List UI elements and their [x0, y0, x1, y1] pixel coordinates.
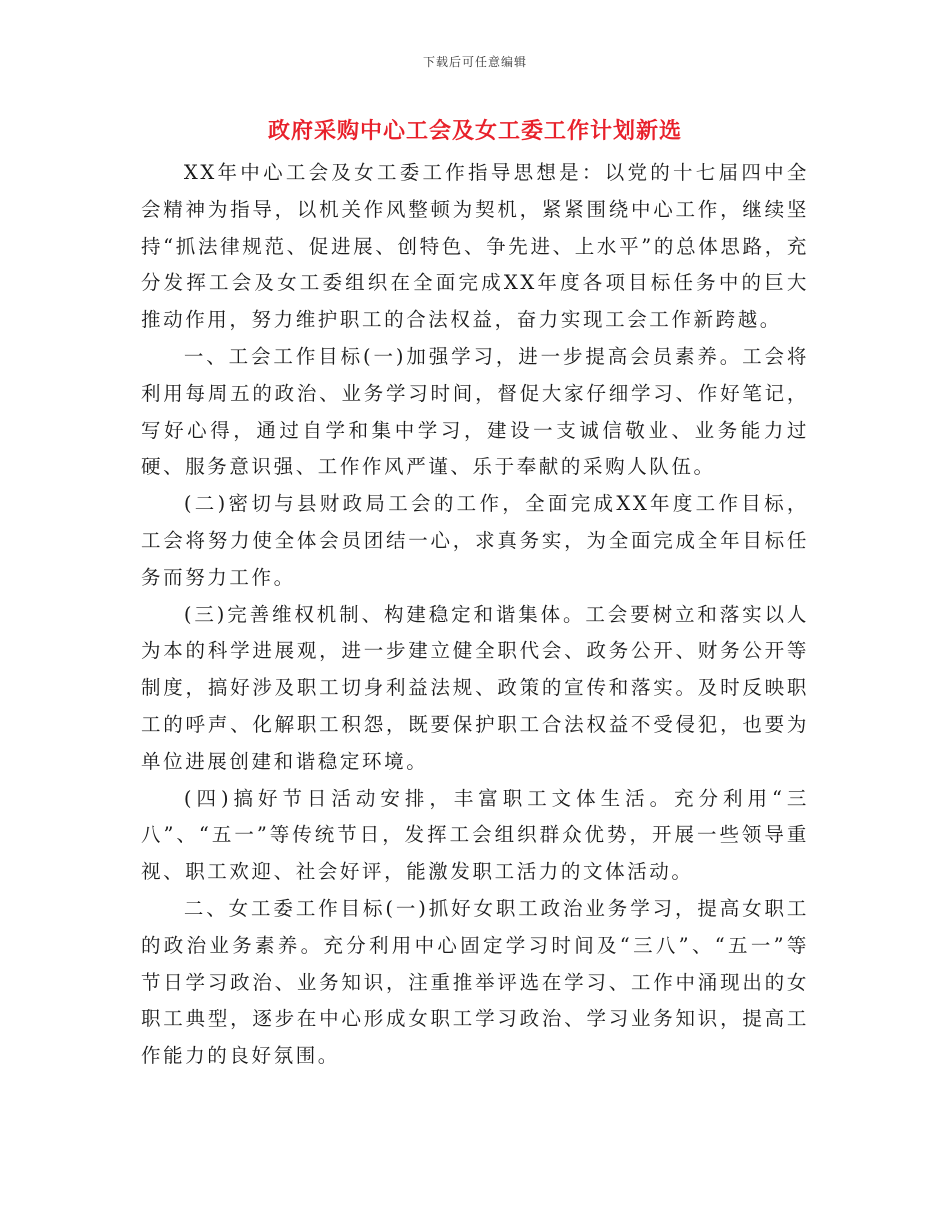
paragraph-union-goal-1: 一、工会工作目标(一)加强学习，进一步提高会员素养。工会将利用每周五的政治、业务学习时间，督促大家仔细学习、作好笔记，写好心得，通过自学和集中学习，建设一支诚信敬业、业务能力过硬、服务意识强、工作作风严谨、乐于奉献的采购人队伍。 [141, 344, 809, 479]
paragraph-union-goal-3: (三)完善维权机制、构建稳定和谐集体。工会要树立和落实以人为本的科学进展观，进一步建立健全职代会、政务公开、财务公开等制度，搞好涉及职工切身利益法规、政策的宣传和落实。及时反映职工的呼声、化解职工积怨，既要保护职工合法权益不受侵犯，也要为单位进展创建和谐稳定环境。 [141, 602, 809, 773]
header-note: 下载后可任意编辑 [422, 55, 527, 69]
paragraph-guiding-thought: XX年中心工会及女工委工作指导思想是：以党的十七届四中全会精神为指导，以机关作风整顿为契机，紧紧围绕中心工作，继续坚持“抓法律规范、促进展、创特色、争先进、上水平”的总体思路，充分发挥工会及女工委组织在全面完成XX年度各项目标任务中的巨大推动作用，努力维护职工的合法权益，奋力实现工会工作新跨越。 [141, 161, 809, 332]
paragraph-union-goal-4: (四)搞好节日活动安排，丰富职工文体生活。充分利用“三八”、“五一”等传统节日，发挥工会组织群众优势，开展一些领导重视、职工欢迎、社会好评，能激发职工活力的文体活动。 [141, 786, 809, 884]
document-title: 政府采购中心工会及女工委工作计划新选 [267, 118, 682, 144]
paragraph-union-goal-2: (二)密切与县财政局工会的工作，全面完成XX年度工作目标，工会将努力使全体会员团结一心，求真务实，为全面完成全年目标任务而努力工作。 [141, 492, 809, 589]
paragraph-women-committee-goal-1: 二、女工委工作目标(一)抓好女职工政治业务学习，提高女职工的政治业务素养。充分利用中心固定学习时间及“三八”、“五一”等节日学习政治、业务知识，注重推举评选在学习、工作中涌现出的女职工典型，逐步在中心形成女职工学习政治、学习业务知识，提高工作能力的良好氛围。 [141, 896, 809, 1068]
document-body [141, 155, 809, 1075]
